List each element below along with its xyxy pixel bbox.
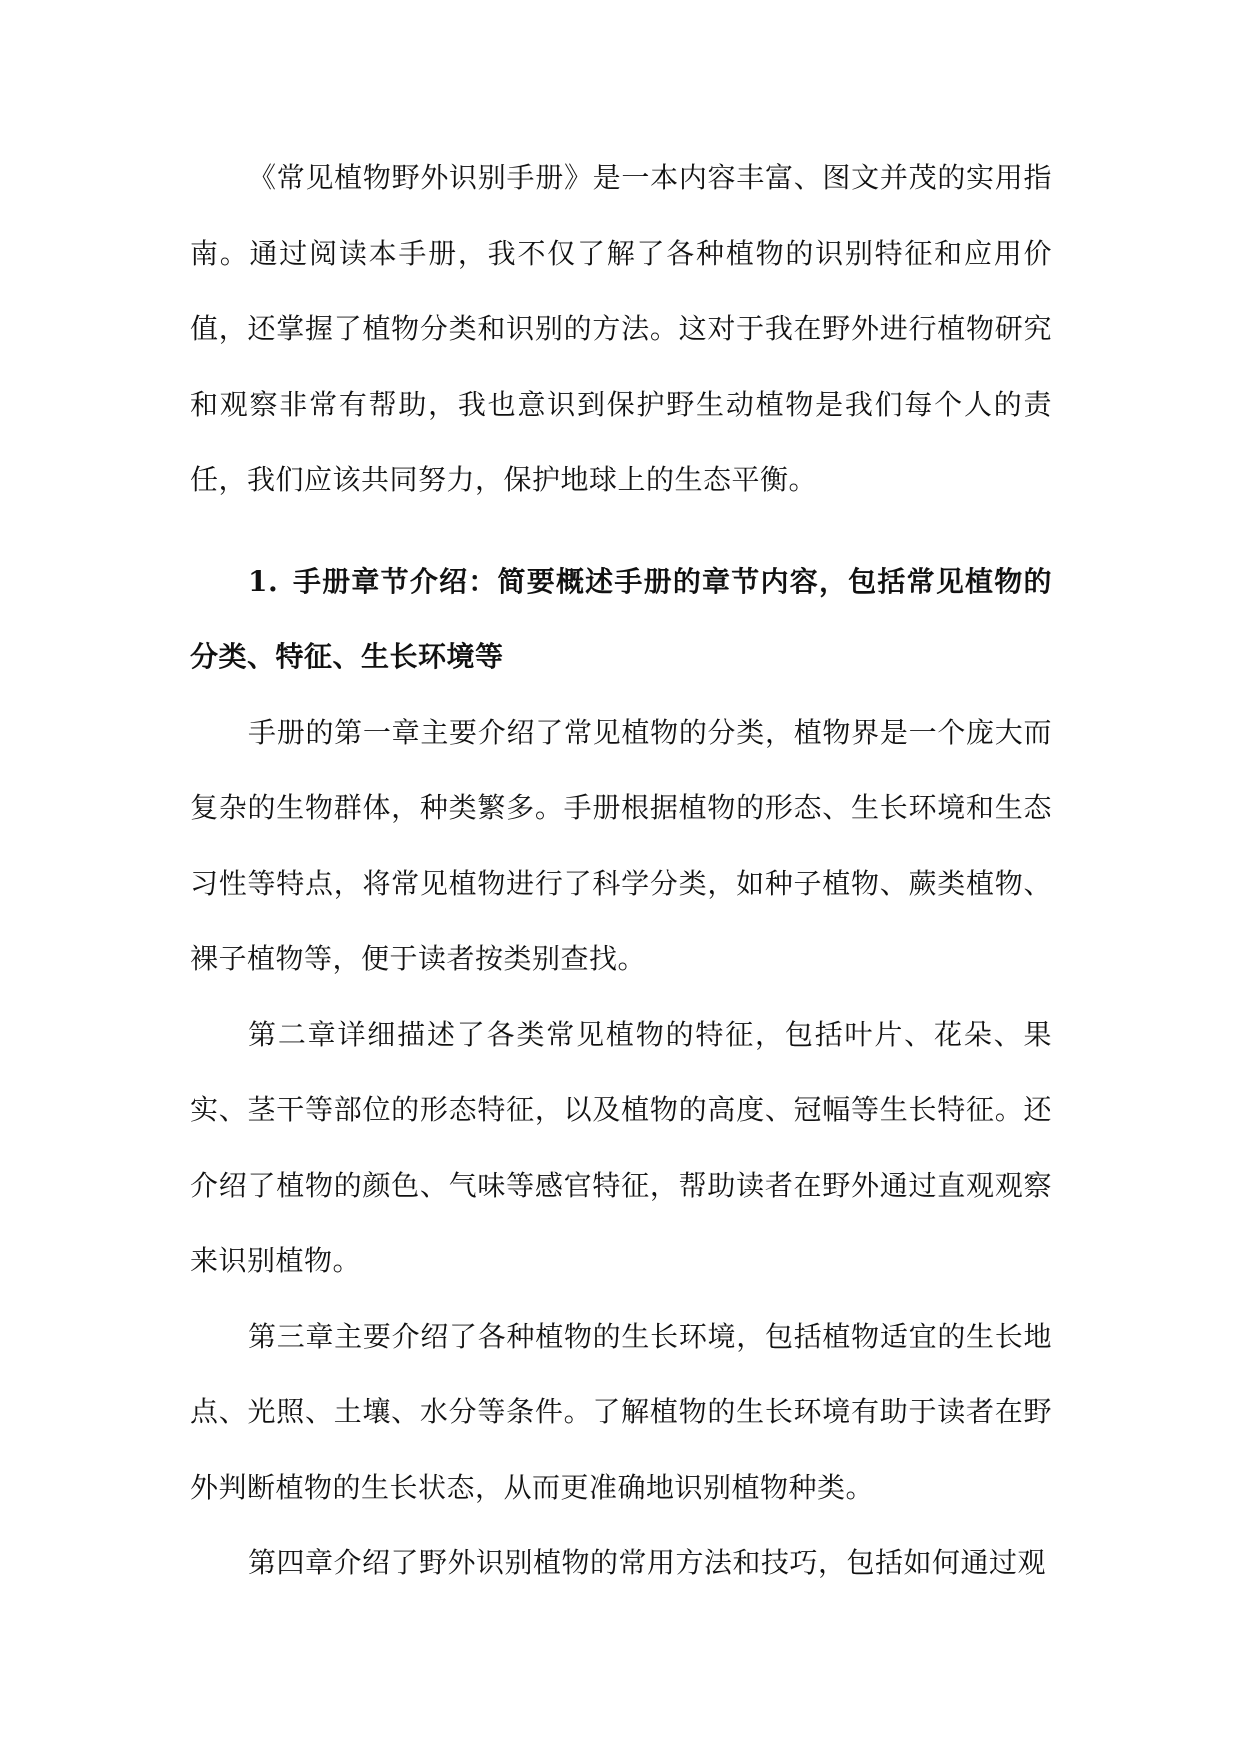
intro-paragraph: 《常见植物野外识别手册》是一本内容丰富、图文并茂的实用指南。通过阅读本手册，我不仅了解了各种植物的识别特征和应用价值，还掌握了植物分类和识别的方法。这对于我在野外进行植物研究和观察非常有帮助，我也意识到保护野生动植物是我们每个人的责任，我们应该共同努力，保护地球上的生态平衡。 — [190, 161, 1052, 496]
chapter-1-paragraph: 手册的第一章主要介绍了常见植物的分类，植物界是一个庞大而复杂的生物群体，种类繁多。手册根据植物的形态、生长环境和生态习性等特点，将常见植物进行了科学分类，如种子植物、蕨类植物、裸子植物等，便于读者按类别查找。 — [190, 715, 1052, 975]
chapter-2-paragraph: 第二章详细描述了各类常见植物的特征，包括叶片、花朵、果实、茎干等部位的形态特征，以及植物的高度、冠幅等生长特征。还介绍了植物的颜色、气味等感官特征，帮助读者在野外通过直观观察来识别植物。 — [190, 1017, 1052, 1277]
chapter-4-paragraph: 第四章介绍了野外识别植物的常用方法和技巧，包括如何通过观 — [248, 1546, 1047, 1579]
chapter-3-paragraph: 第三章主要介绍了各种植物的生长环境，包括植物适宜的生长地点、光照、土壤、水分等条件。了解植物的生长环境有助于读者在野外判断植物的生长状态，从而更准确地识别植物种类。 — [190, 1319, 1052, 1504]
document-body — [190, 140, 1052, 1601]
section-number: 1. — [248, 564, 279, 598]
section-heading — [190, 544, 1052, 695]
section-title: 手册章节介绍：简要概述手册的章节内容，包括常见植物的分类、特征、生长环境等 — [190, 564, 1052, 673]
